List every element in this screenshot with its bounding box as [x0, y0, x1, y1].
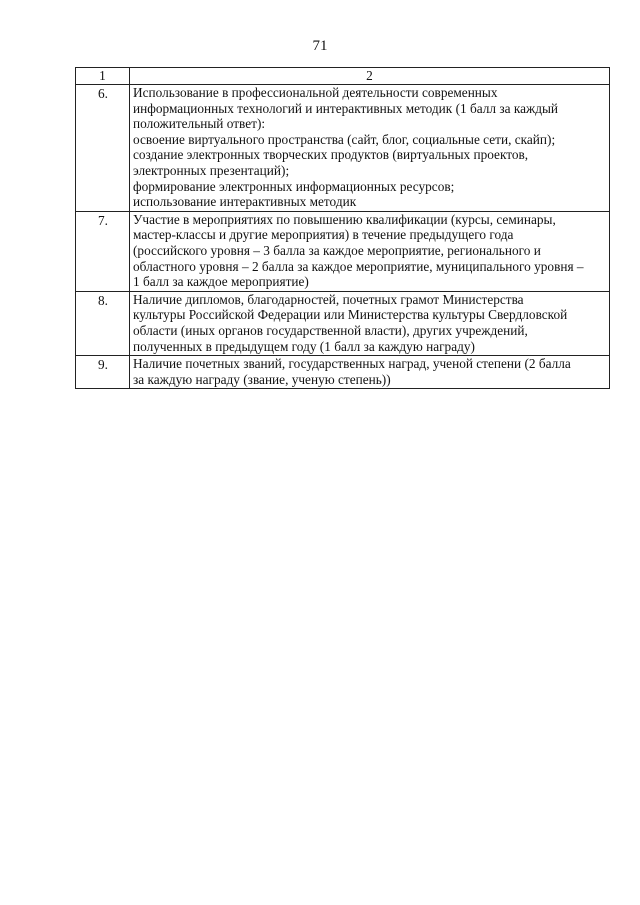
criteria-table: [75, 67, 610, 389]
row-text-line: культуры Российской Федерации или Министерства культуры Свердловской: [133, 307, 568, 323]
row-text-line: создание электронных творческих продуктов (виртуальных проектов,: [133, 147, 529, 163]
row-text-line: области (иных органов государственной власти), других учреждений,: [133, 322, 528, 338]
row-text-line: Использование в профессиональной деятельности современных: [133, 85, 498, 100]
row-text-line: Участие в мероприятиях по повышению квалификации (курсы, семинары,: [133, 211, 556, 227]
row-text-line: областного уровня – 2 балла за каждое мероприятие, муниципального уровня –: [133, 258, 584, 274]
table-row: [76, 211, 610, 291]
row-text: [130, 291, 610, 355]
row-text-line: электронных презентаций);: [133, 162, 290, 178]
row-text-line: Наличие дипломов, благодарностей, почетных грамот Министерства: [133, 291, 524, 307]
row-number: 8.: [76, 291, 130, 355]
row-number: 9.: [76, 356, 130, 389]
row-text-line: (российского уровня – 3 балла за каждое мероприятие, регионального и: [133, 242, 541, 258]
table-row: [76, 291, 610, 355]
row-text-line: освоение виртуального пространства (сайт, блог, социальные сети, скайп);: [133, 131, 556, 147]
table-row: [76, 356, 610, 389]
row-text-line: положительный ответ):: [133, 116, 266, 132]
table-header-row: [76, 68, 610, 85]
row-text-line: формирование электронных информационных ресурсов;: [133, 178, 455, 194]
page-number: 71: [312, 38, 328, 54]
row-text: [130, 356, 610, 389]
row-number: 6.: [76, 85, 130, 212]
table-row: [76, 85, 610, 212]
row-text: [130, 211, 610, 291]
column-header-1: 1: [76, 68, 130, 85]
row-text-line: Наличие почетных званий, государственных наград, ученой степени (2 балла: [133, 356, 571, 372]
row-text-line: полученных в предыдущем году (1 балл за каждую награду): [133, 338, 475, 354]
row-text: [130, 85, 610, 212]
row-text-line: использование интерактивных методик: [133, 194, 357, 210]
row-number: 7.: [76, 211, 130, 291]
row-text-line: 1 балл за каждое мероприятие): [133, 274, 309, 290]
row-text-line: информационных технологий и интерактивных методик (1 балл за каждый: [133, 100, 559, 116]
row-text-line: за каждую награду (звание, ученую степень)): [133, 371, 391, 387]
column-header-2: 2: [130, 68, 610, 85]
row-text-line: мастер-классы и другие мероприятия) в течение предыдущего года: [133, 227, 514, 243]
